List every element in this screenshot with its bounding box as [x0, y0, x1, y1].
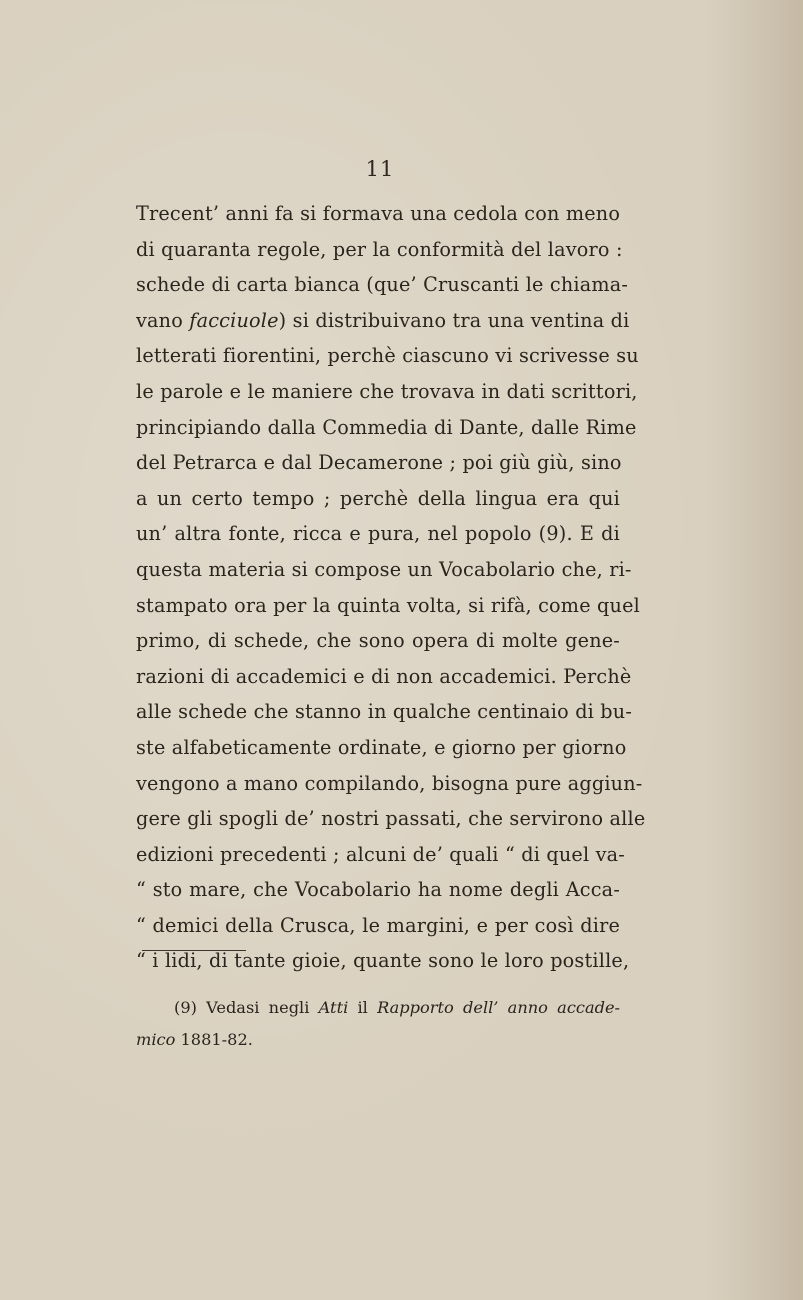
text-span: schede di carta bianca (que’ Cruscanti le chiama- — [136, 273, 629, 297]
text-span: alle schede che stanno in qualche centinaio di bu- — [136, 700, 633, 724]
text-span: stampato ora per la quinta volta, si rifà, come quel — [136, 593, 640, 617]
text-span: razioni di accademici e di non accademici. Perchè — [136, 664, 632, 688]
footnote-rule — [142, 950, 246, 951]
text-line — [136, 232, 623, 268]
text-line — [136, 659, 632, 695]
text-span: principiando dalla Commedia di Dante, dalle Rime — [136, 415, 637, 439]
text-line — [136, 552, 632, 588]
text-line — [136, 338, 639, 374]
text-span: vano — [136, 308, 190, 332]
body-text — [136, 196, 646, 979]
text-line — [136, 801, 646, 837]
text-span: le parole e le maniere che trovava in dati scrittori, — [136, 379, 638, 403]
text-line — [136, 943, 630, 979]
text-line — [136, 516, 620, 552]
text-line — [136, 908, 620, 944]
italic-text: Atti — [318, 998, 349, 1017]
page-number: 11 — [365, 157, 395, 181]
text-line — [136, 588, 640, 624]
text-line — [136, 694, 633, 730]
text-line — [136, 481, 620, 517]
text-line — [136, 766, 643, 802]
text-span: a un certo tempo ; perchè della lingua era qui — [136, 486, 620, 510]
text-line — [136, 303, 630, 339]
text-line — [136, 267, 629, 303]
text-span: gere gli spogli de’ nostri passati, che servirono alle — [136, 807, 646, 831]
text-line — [136, 623, 620, 659]
text-span: (9) Vedasi negli — [174, 998, 319, 1017]
text-line — [136, 730, 627, 766]
text-span: “ demici della Crusca, le margini, e per così dire — [136, 913, 620, 937]
italic-text: facciuole — [189, 308, 279, 332]
footnote-line — [136, 992, 620, 1024]
text-line — [136, 837, 625, 873]
text-line — [136, 410, 637, 446]
text-line — [136, 445, 620, 481]
text-span: del Petrarca e dal Decamerone ; poi giù giù, sino — [136, 451, 622, 475]
text-span: “ i lidi, di tante gioie, quante sono le loro postille, — [136, 949, 630, 973]
text-span: ) si distribuivano tra una ventina di — [278, 308, 630, 332]
text-line — [136, 872, 620, 908]
text-line — [136, 196, 620, 232]
text-span: vengono a mano compilando, bisogna pure aggiun- — [136, 771, 643, 795]
italic-text: mico — [136, 1030, 176, 1049]
text-span: edizioni precedenti ; alcuni de’ quali “ di quel va- — [136, 842, 625, 866]
text-span: un’ altra fonte, ricca e pura, nel popolo (9). E di — [136, 522, 620, 546]
text-span: 1881-82. — [175, 1030, 253, 1049]
text-span: letterati fiorentini, perchè ciascuno vi scrivesse su — [136, 344, 639, 368]
italic-text: Rapporto dell’ anno accade- — [377, 998, 621, 1017]
text-span: “ sto mare, che Vocabolario ha nome degli Acca- — [136, 878, 620, 902]
text-span: primo, di schede, che sono opera di molte gene- — [136, 629, 620, 653]
text-span: di quaranta regole, per la conformità del lavoro : — [136, 237, 623, 261]
text-span: ste alfabeticamente ordinate, e giorno per giorno — [136, 735, 627, 759]
text-span: questa materia si compose un Vocabolario che, ri- — [136, 557, 632, 581]
footnote-line — [136, 1024, 620, 1056]
text-span: il — [348, 998, 378, 1017]
text-span: Trecent’ anni fa si formava una cedola con meno — [136, 202, 621, 225]
text-line — [136, 374, 638, 410]
footnote — [136, 992, 620, 1056]
